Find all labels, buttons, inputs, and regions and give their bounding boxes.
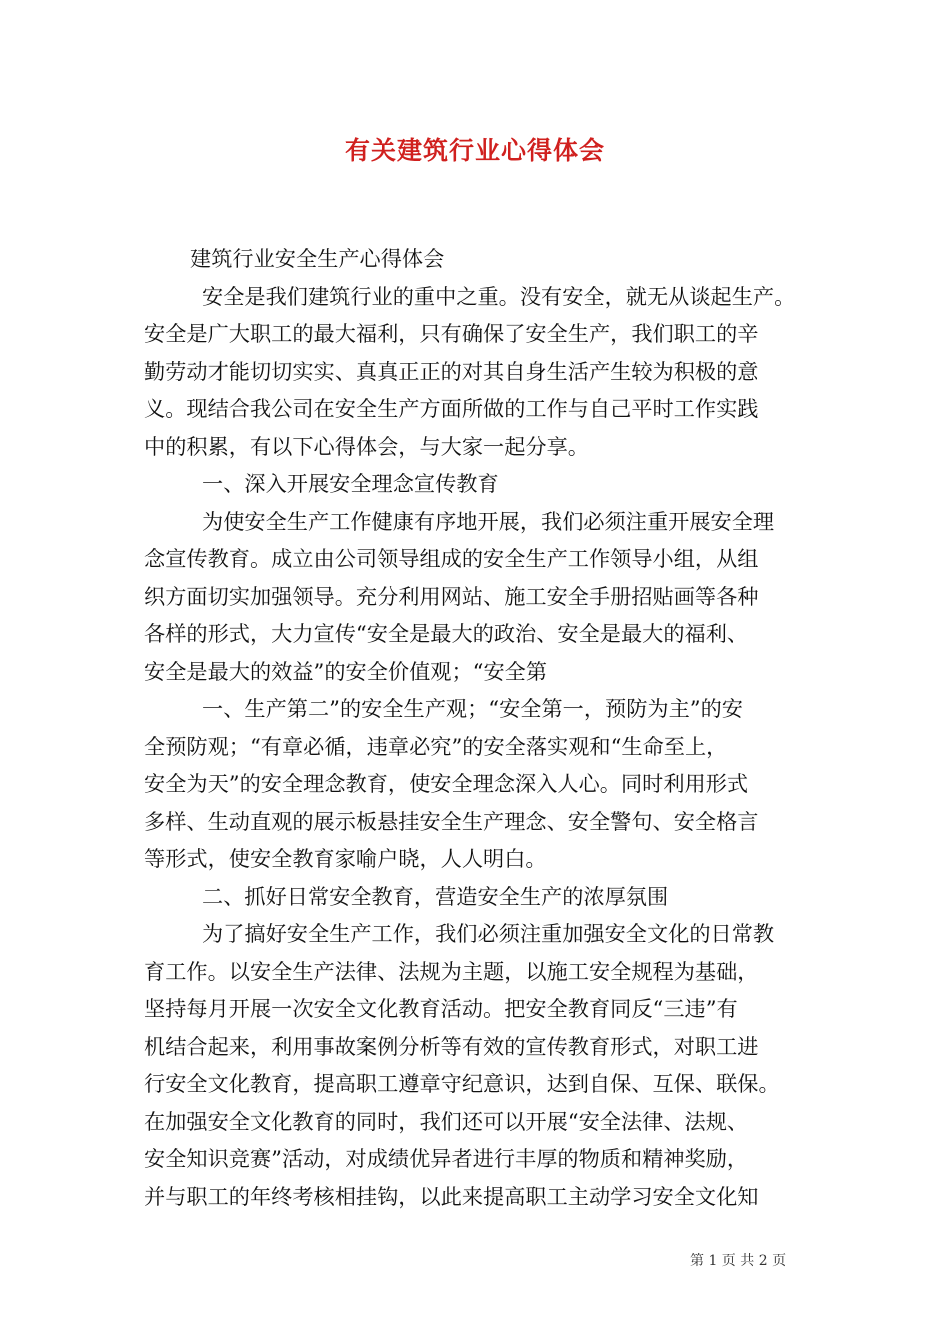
paragraph-line: 机结合起来，利用事故案例分析等有效的宣传教育形式，对职工进 <box>144 1033 759 1059</box>
subtitle-line: 建筑行业安全生产心得体会 <box>190 246 445 271</box>
paragraph-line: 为使安全生产工作健康有序地开展，我们必须注重开展安全理 <box>202 508 775 534</box>
paragraph-line: 为了搞好安全生产工作，我们必须注重加强安全文化的日常教 <box>202 921 775 946</box>
paragraph-line: 多样、生动直观的展示板悬挂安全生产理念、安全警句、安全格言 <box>144 808 759 834</box>
paragraph-line: 各样的形式，大力宣传“安全是最大的政治、安全是最大的福利、 <box>144 621 749 646</box>
paragraph-line: 念宣传教育。成立由公司领导组成的安全生产工作领导小组，从组 <box>144 546 759 571</box>
paragraph-line: 坚持每月开展一次安全文化教育活动。把安全教育同反“三违”有 <box>144 996 738 1021</box>
paragraph-line: 安全是我们建筑行业的重中之重。没有安全，就无从谈起生产。 <box>202 283 796 309</box>
paragraph-line: 义。现结合我公司在安全生产方面所做的工作与自己平时工作实践 <box>144 396 759 421</box>
document-title: 有关建筑行业心得体会 <box>344 136 605 165</box>
paragraph-line: 全预防观；“有章必循，违章必究”的安全落实观和“生命至上， <box>144 733 728 759</box>
paragraph-line: 行安全文化教育，提高职工遵章守纪意识，达到自保、互保、联保。 <box>144 1071 780 1096</box>
document-body <box>144 240 820 1215</box>
paragraph-line: 安全为天”的安全理念教育，使安全理念深入人心。同时利用形式 <box>144 771 749 796</box>
paragraph-line: 织方面切实加强领导。充分利用网站、施工安全手册招贴画等各种 <box>144 583 759 609</box>
section-heading: 一、深入开展安全理念宣传教育 <box>202 471 499 496</box>
paragraph-line: 并与职工的年终考核相挂钩，以此来提高职工主动学习安全文化知 <box>144 1183 759 1209</box>
paragraph-line: 勤劳动才能切切实实、真真正正的对其自身生活产生较为积极的意 <box>144 358 759 384</box>
paragraph-line: 等形式，使安全教育家喻户晓，人人明白。 <box>144 846 547 871</box>
section-heading: 二、抓好日常安全教育，营造安全生产的浓厚氛围 <box>202 883 669 909</box>
paragraph-line: 一、生产第二”的安全生产观；“安全第一，预防为主”的安 <box>202 696 743 721</box>
paragraph-line: 安全是最大的效益”的安全价值观；“安全第 <box>144 658 548 684</box>
page-number-footer: 第 1 页 共 2 页 <box>690 1253 787 1269</box>
paragraph-line: 育工作。以安全生产法律、法规为主题，以施工安全规程为基础， <box>144 958 759 984</box>
paragraph-line: 在加强安全文化教育的同时，我们还可以开展“安全法律、法规、 <box>144 1108 749 1134</box>
paragraph-line: 中的积累，有以下心得体会，与大家一起分享。 <box>144 433 589 459</box>
paragraph-line: 安全知识竞赛”活动，对成绩优异者进行丰厚的物质和精神奖励， <box>144 1146 749 1171</box>
paragraph-line: 安全是广大职工的最大福利，只有确保了安全生产，我们职工的辛 <box>144 321 759 346</box>
